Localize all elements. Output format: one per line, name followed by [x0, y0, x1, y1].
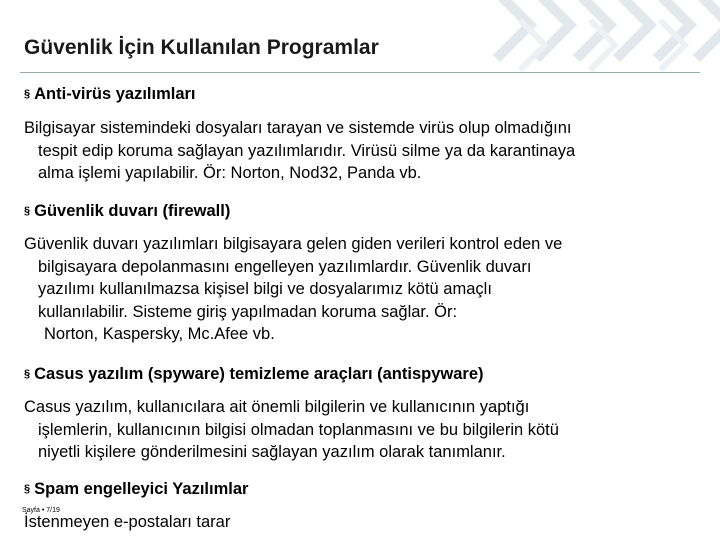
body-line: niyetli kişilere gönderilmesini sağlayan yazılım olarak tanımlanır.	[38, 443, 506, 461]
section-heading-antivirus: § Anti-virüs yazılımları	[24, 85, 196, 103]
section-heading-antispyware: § Casus yazılım (spyware) temizleme araçları (antispyware)	[24, 365, 484, 383]
body-line: tespit edip koruma sağlayan yazılımlarıdır. Virüsü silme ya da karantinaya	[38, 141, 576, 160]
title-divider	[20, 72, 700, 73]
body-line: İstenmeyen e-postaları tarar	[24, 513, 231, 531]
page-number: Sayfa • 7/19	[22, 507, 60, 514]
bullet-icon: §	[24, 483, 31, 495]
body-line: bilgisayara depolanmasını engelleyen yazılımlardır. Güvenlik duvarı	[38, 257, 532, 276]
section-heading-firewall: § Güvenlik duvarı (firewall)	[24, 202, 231, 220]
body-line: Bilgisayar sistemindeki dosyaları tarayan ve sistemde virüs olup olmadığını	[24, 119, 572, 137]
bullet-icon: §	[24, 88, 31, 100]
body-line: işlemlerin, kullanıcının bilgisi olmadan toplanmasını ve bu bilgilerin kötü	[38, 420, 559, 439]
section-heading-spam: § Spam engelleyici Yazılımlar	[24, 480, 249, 498]
section-body-antispyware	[24, 396, 696, 464]
decorative-arrows-graphic	[460, 0, 720, 75]
section-body-spam	[24, 511, 696, 534]
body-line: alma işlemi yapılabilir. Ör: Norton, Nod32, Panda vb.	[38, 164, 422, 182]
body-line: Güvenlik duvarı yazılımları bilgisayara gelen giden verileri kontrol eden ve	[24, 235, 563, 253]
section-body-firewall	[24, 233, 696, 346]
body-line: yazılımı kullanılmazsa kişisel bilgi ve dosyalarımız kötü amaçlı	[38, 280, 492, 298]
bullet-icon: §	[24, 205, 31, 217]
body-line: kullanılabilir. Sisteme giriş yapılmadan koruma sağlar. Ör:	[38, 302, 458, 321]
bullet-icon: §	[24, 368, 31, 380]
page-title: Güvenlik İçin Kullanılan Programlar	[24, 36, 379, 59]
section-body-antivirus	[24, 117, 696, 185]
body-line: Norton, Kaspersky, Mc.Afee vb.	[44, 325, 275, 343]
body-line: Casus yazılım, kullanıcılara ait önemli bilgilerin ve kullanıcının yaptığı	[24, 398, 530, 416]
